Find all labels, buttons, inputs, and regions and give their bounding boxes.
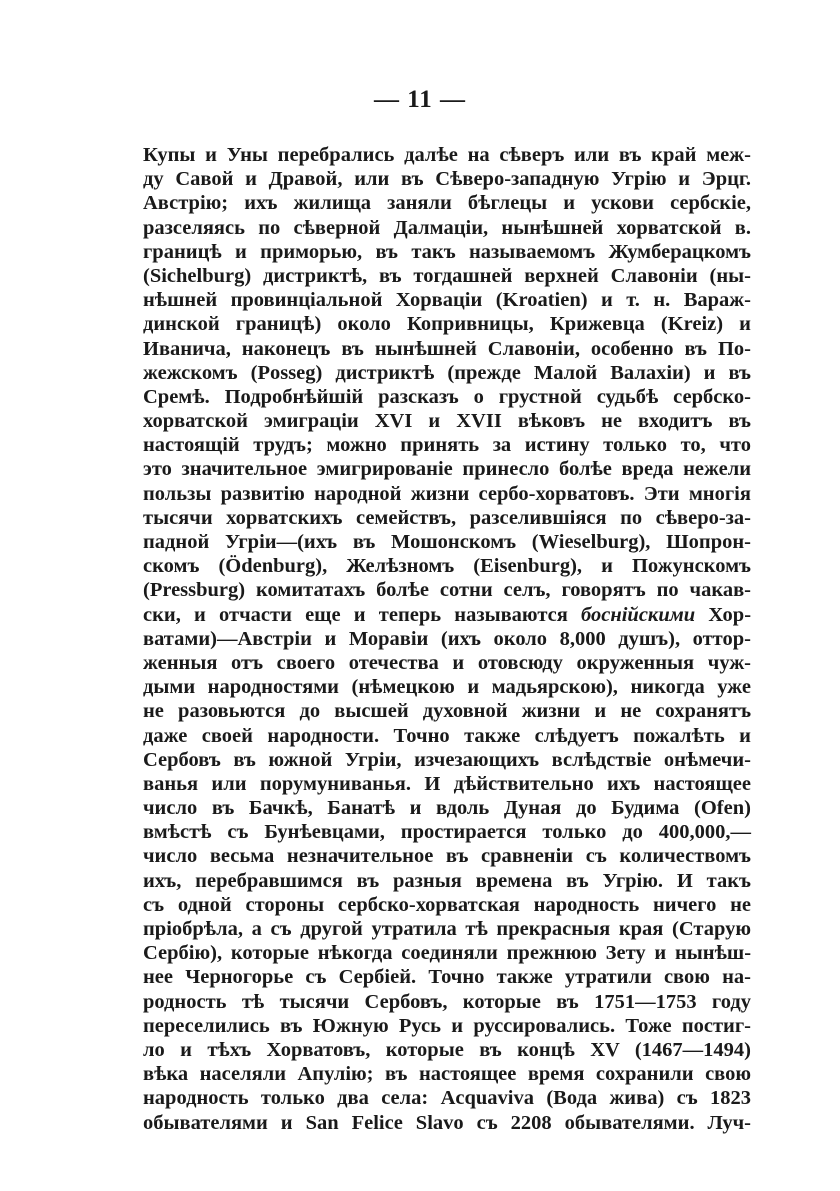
text-line: настоящій трудъ; можно принять за истину только то, что xyxy=(143,434,751,457)
text-line: ду Савой и Дравой, или въ Сѣверо-западную Угрію и Эрцг. xyxy=(143,168,752,191)
text-line: вѣка населяли Апулію; въ настоящее время сохранили свою xyxy=(143,1063,752,1086)
text-line: жежскомъ (Posseg) дистриктѣ (прежде Малой Валахіи) и въ xyxy=(143,361,752,384)
text-line: Сремѣ. Подробнѣйшій разсказъ о грустной судьбѣ сербско- xyxy=(143,385,751,408)
text-line: скомъ (Ödenburg), Желѣзномъ (Eisenburg), и Пожунскомъ xyxy=(143,555,751,578)
text-line: ихъ, перебравшимся въ разныя времена въ Угрію. И такъ xyxy=(143,869,751,892)
text-line: (Pressburg) комитатахъ болѣе сотни селъ, говорятъ по чакав- xyxy=(143,579,751,602)
text-line: ванья или порумуниванья. И дѣйствительно ихъ настоящее xyxy=(143,772,751,795)
text-line: разселяясь по сѣверной Далмаціи, нынѣшней хорватской в. xyxy=(143,216,751,239)
text-line: тысячи хорватскихъ семействъ, разселившіяся по сѣверо-за- xyxy=(143,506,751,529)
text-line: переселились въ Южную Русь и руссировались. Тоже постиг- xyxy=(143,1014,751,1037)
text-line: вмѣстѣ съ Бунѣевцами, простирается только до 400,000,— xyxy=(143,821,752,844)
text-line-italic-emphasis xyxy=(143,603,751,627)
text-segment: Хор- xyxy=(695,603,752,626)
text-line: нѣшней провинціальной Хорваціи (Kroatien) и т. н. Варaж- xyxy=(143,289,751,312)
text-line: дыми народностями (нѣмецкою и мадьярскою), никогда уже xyxy=(143,676,751,699)
text-line: пользы развитію народной жизни сербо-хорватовъ. Эти многія xyxy=(143,482,751,505)
text-line: съ одной стороны сербско-хорватская народность ничего не xyxy=(143,893,752,916)
text-line: родность тѣ тысячи Сербовъ, которые въ 1751—1753 году xyxy=(143,990,752,1013)
text-segment: ски, и отчасти еще и теперь называются xyxy=(143,603,582,626)
text-line: нее Черногорье съ Сербіей. Точно также утратили свою на- xyxy=(143,966,751,989)
text-line: народность только два села: Acquaviva (Вода жива) съ 1823 xyxy=(143,1087,752,1110)
text-line: границѣ и приморью, въ такъ называемомъ Жумберацкомъ xyxy=(143,240,752,263)
text-line: падной Угріи—(ихъ въ Мошонскомъ (Wieselburg), Шопрон- xyxy=(143,531,751,553)
text-line: Сербію), которые нѣкогда соединяли прежнюю Зету и нынѣш- xyxy=(143,942,752,965)
text-line: ло и тѣхъ Хорватовъ, которые въ концѣ XV (1467—1494) xyxy=(143,1038,752,1061)
text-line: число весьма незначительное въ сравненіи съ количествомъ xyxy=(143,845,752,868)
text-line: хорватской эмиграціи XVI и XVII вѣковъ не входитъ въ xyxy=(143,410,751,433)
text-line: женныя отъ своего отечества и отовсюду окруженныя чуж- xyxy=(143,651,752,674)
text-line: динской границѣ) около Копривницы, Крижевца (Kreiz) и xyxy=(143,313,751,336)
text-line: не разовьются до высшей духовной жизни и не сохранятъ xyxy=(143,700,752,723)
text-line: ватами)—Австріи и Моравіи (ихъ около 8,000 душъ), оттор- xyxy=(143,627,751,650)
text-line: Иванича, наконецъ въ нынѣшней Славоніи, особенно въ По- xyxy=(143,337,751,360)
text-line: Сербовъ въ южной Угріи, изчезающихъ вслѣдствіе онѣмечи- xyxy=(143,748,751,771)
text-line: пріобрѣла, а съ другой утратила тѣ прекрасныя края (Старую xyxy=(143,918,751,940)
text-line: обывателями и San Felice Slavo съ 2208 обывателями. Луч- xyxy=(143,1111,751,1134)
text-line: это значительное эмигрированіе принесло болѣе вреда нежели xyxy=(143,458,752,481)
text-line: даже своей народности. Точно также слѣдуетъ пожалѣть и xyxy=(143,724,751,747)
italic-word: боснійскими xyxy=(581,603,696,626)
body-text xyxy=(143,143,751,1135)
text-line: Австрію; ихъ жилища заняли бѣглецы и ускови сербскіе, xyxy=(143,192,751,215)
text-line: число въ Бачкѣ, Банатѣ и вдоль Дуная до Будима (Ofen) xyxy=(143,797,751,820)
page-number: — 11 — xyxy=(373,86,467,113)
text-line: Купы и Уны перебрались далѣе на сѣверъ или въ край меж- xyxy=(143,144,751,166)
text-line: (Sichelburg) дистриктѣ, въ тогдашней верхней Славоніи (ны- xyxy=(143,264,752,287)
